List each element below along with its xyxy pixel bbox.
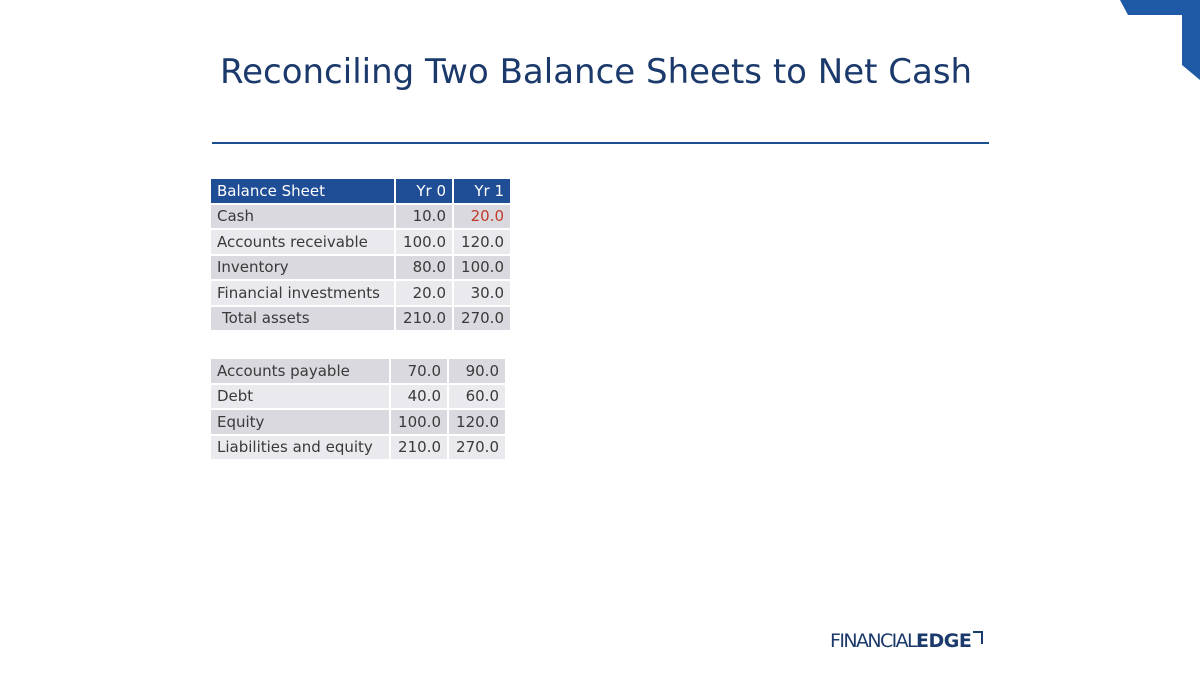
cell-yr0: 100.0 bbox=[389, 410, 447, 436]
cell-yr1: 270.0 bbox=[452, 307, 510, 333]
table-row-accounts-receivable bbox=[211, 230, 510, 256]
header-yr1: Yr 1 bbox=[452, 179, 510, 205]
cell-yr1-highlighted: 20.0 bbox=[452, 205, 510, 231]
row-label: Financial investments bbox=[211, 281, 394, 307]
logo-corner-icon bbox=[973, 631, 983, 645]
table-header-row bbox=[211, 179, 510, 205]
corner-decoration bbox=[1120, 0, 1200, 80]
table-row-debt bbox=[211, 385, 505, 411]
row-label: Inventory bbox=[211, 256, 394, 282]
cell-yr0: 210.0 bbox=[394, 307, 452, 333]
cell-yr1: 30.0 bbox=[452, 281, 510, 307]
cell-yr0: 210.0 bbox=[389, 436, 447, 462]
header-label: Balance Sheet bbox=[211, 179, 394, 205]
table-row-cash bbox=[211, 205, 510, 231]
header-yr0: Yr 0 bbox=[394, 179, 452, 205]
cell-yr0: 100.0 bbox=[394, 230, 452, 256]
table-row-accounts-payable bbox=[211, 359, 505, 385]
cell-yr0: 80.0 bbox=[394, 256, 452, 282]
balance-sheet-assets-table bbox=[211, 179, 510, 332]
cell-yr0: 10.0 bbox=[394, 205, 452, 231]
cell-yr1: 120.0 bbox=[452, 230, 510, 256]
cell-yr1: 100.0 bbox=[452, 256, 510, 282]
row-label: Total assets bbox=[211, 307, 394, 333]
title-divider bbox=[212, 142, 989, 144]
slide-title: Reconciling Two Balance Sheets to Net Cash bbox=[220, 52, 973, 92]
cell-yr0: 70.0 bbox=[389, 359, 447, 385]
cell-yr1: 90.0 bbox=[447, 359, 505, 385]
table-row-inventory bbox=[211, 256, 510, 282]
cell-yr0: 20.0 bbox=[394, 281, 452, 307]
table-row-liabilities-and-equity bbox=[211, 436, 505, 462]
row-label: Cash bbox=[211, 205, 394, 231]
financial-edge-logo bbox=[830, 630, 983, 660]
cell-yr1: 270.0 bbox=[447, 436, 505, 462]
row-label: Accounts receivable bbox=[211, 230, 394, 256]
cell-yr1: 60.0 bbox=[447, 385, 505, 411]
balance-sheet-liabilities-table bbox=[211, 359, 505, 461]
cell-yr1: 120.0 bbox=[447, 410, 505, 436]
row-label: Equity bbox=[211, 410, 389, 436]
row-label: Debt bbox=[211, 385, 389, 411]
table-row-financial-investments bbox=[211, 281, 510, 307]
table-row-total-assets bbox=[211, 307, 510, 333]
logo-text-light: FINANCIAL bbox=[830, 630, 917, 652]
table-row-equity bbox=[211, 410, 505, 436]
row-label: Liabilities and equity bbox=[211, 436, 389, 462]
row-label: Accounts payable bbox=[211, 359, 389, 385]
cell-yr0: 40.0 bbox=[389, 385, 447, 411]
logo-text-bold: EDGE bbox=[916, 630, 972, 652]
